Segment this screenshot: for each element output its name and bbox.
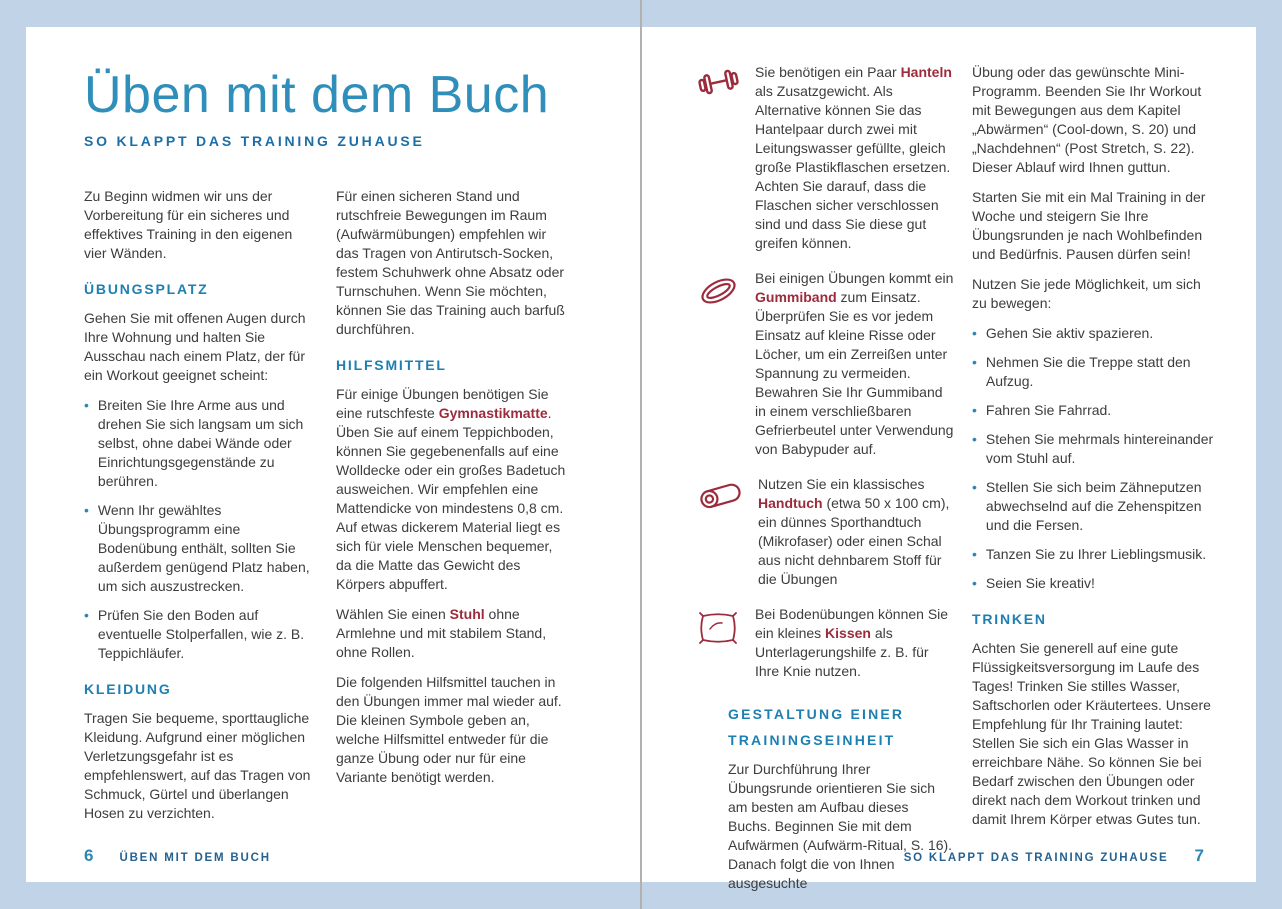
section-heading: TRINKEN: [972, 611, 1047, 627]
text-segment: Starten Sie mit ein Mal Training in der Woche und steigern Sie Ihre Übungsrunden je nach Wohlbefinden und Bedürfnis. Pausen dürfen sein!: [972, 189, 1206, 262]
paragraph: [972, 639, 1215, 829]
tool-keyword: Stuhl: [449, 606, 485, 622]
page-number: 7: [1194, 846, 1204, 865]
bullet-text: Nehmen Sie die Treppe statt den Aufzug.: [985, 354, 1191, 389]
paragraph: [84, 309, 314, 385]
page-right: [642, 27, 1256, 891]
bullet-item: [972, 478, 1215, 535]
tool-text: [755, 63, 954, 253]
tool-text: [755, 605, 954, 681]
tool-keyword: Hanteln: [900, 64, 952, 80]
bullet-dot-icon: •: [972, 325, 977, 341]
tool-row: [695, 63, 954, 253]
paragraph: [972, 188, 1215, 264]
page-left: [26, 27, 640, 882]
paragraph: [972, 275, 1215, 313]
text-segment: Gehen Sie mit offenen Augen durch Ihre Wohnung und halten Sie Ausschau nach einem Platz, der für ein Workout geeignet scheint:: [84, 310, 306, 383]
left-page-column-1: [84, 187, 314, 834]
tool-keyword: Kissen: [825, 625, 871, 641]
bullet-dot-icon: •: [84, 607, 89, 623]
tool-row: [695, 475, 954, 589]
right-page-column-1: [695, 63, 954, 904]
text-segment: als Zusatzgewicht. Als Alternative können Sie das Hantelpaar durch zwei mit Leitungswasser gefüllte, gleich große Plastikflaschen ersetzen. Achten Sie darauf, dass die Flaschen sicher verschlossen sind und dass Sie diese gut greifen können.: [755, 83, 951, 251]
bullet-dot-icon: •: [972, 546, 977, 562]
tool-text: [755, 269, 954, 459]
bullet-text: Prüfen Sie den Boden auf eventuelle Stolperfallen, wie z. B. Teppichläufer.: [97, 607, 305, 661]
section-heading: HILFSMITTEL: [336, 357, 447, 373]
tool-keyword: Gymnastikmatte: [438, 405, 548, 421]
paragraph: [336, 605, 566, 662]
paragraph: [336, 187, 566, 339]
rolled-towel-icon: [695, 475, 745, 589]
bullet-text: Stellen Sie sich beim Zähneputzen abwechselnd auf die Zehenspitzen und die Fersen.: [985, 479, 1202, 533]
bullet-list: [972, 324, 1215, 593]
bullet-dot-icon: •: [84, 397, 89, 413]
bullet-item: [972, 430, 1215, 468]
bullet-text: Stehen Sie mehrmals hintereinander vom Stuhl auf.: [985, 431, 1214, 466]
footer-label: SO KLAPPT DAS TRAINING ZUHAUSE: [903, 852, 1169, 864]
paragraph: [755, 269, 954, 459]
bullet-item: [84, 501, 314, 596]
text-segment: Achten Sie generell auf eine gute Flüssigkeitsversorgung im Laufe des Tages! Trinken Sie stilles Wasser, Saftschorlen oder Kräutertees. Unsere Empfehlung für Ihr Training lautet: Stellen Sie sich ein Glas Wasser in erreichbare Nähe. So können Sie bei Bedarf zwischen den Übungen oder direkt nach dem Workout trinken und damit Ihrem Körper etwas Gutes tun.: [972, 640, 1211, 827]
bullet-dot-icon: •: [84, 502, 89, 518]
footer-label: ÜBEN MIT DEM BUCH: [119, 852, 271, 864]
bullet-list: [84, 396, 314, 663]
paragraph: [755, 63, 954, 253]
text-segment: (etwa 50 x 100 cm), ein dünnes Sporthandtuch (Mikrofaser) oder einen Schal aus nicht dehnbarem Stoff für die Übungen: [758, 495, 950, 587]
text-segment: Bei einigen Übungen kommt ein: [755, 270, 954, 286]
text-segment: . Üben Sie auf einem Teppichboden, können Sie gegebenenfalls auf eine Wolldecke oder ein großes Badetuch ausweichen. Wir empfehlen eine Mattendicke von mindestens 0,8 cm. Auf etwas dickerem Material liegt es sich für viele Menschen bequemer, da die Matte das Gewicht des Körpers abpuffert.: [336, 405, 566, 592]
bullet-dot-icon: •: [972, 479, 977, 495]
paragraph: [972, 63, 1215, 177]
text-segment: Nutzen Sie jede Möglichkeit, um sich zu bewegen:: [972, 276, 1201, 311]
tool-keyword: Gummiband: [755, 289, 837, 305]
text-segment: Bei Bodenübungen können Sie ein kleines: [755, 606, 949, 641]
text-segment: als Unterlagerungshilfe z. B. für Ihre Knie nutzen.: [755, 625, 929, 679]
page-title: Üben mit dem Buch: [84, 66, 550, 124]
bullet-text: Wenn Ihr gewähltes Übungsprogramm eine Bodenübung enthält, sollten Sie außerdem genügend Platz haben, um sich auszustrecken.: [97, 502, 310, 594]
dumbbell-icon: [695, 63, 742, 253]
section-heading: KLEIDUNG: [84, 681, 172, 697]
bullet-item: [84, 396, 314, 491]
text-segment: zum Einsatz. Überprüfen Sie es vor jedem Einsatz auf kleine Risse oder Löcher, um ein Zerreißen unter Spannung zu vermeiden. Bewahren Sie Ihr Gummiband in einem verschließbaren Gefrierbeutel unter Verwendung von Babypuder auf.: [755, 289, 954, 457]
bullet-text: Fahren Sie Fahrrad.: [985, 402, 1112, 418]
bullet-item: [84, 606, 314, 663]
bullet-text: Gehen Sie aktiv spazieren.: [985, 325, 1154, 341]
bullet-item: [972, 353, 1215, 391]
text-segment: Für einige Übungen benötigen Sie eine rutschfeste: [336, 386, 549, 421]
page-subtitle: SO KLAPPT DAS TRAINING ZUHAUSE: [84, 133, 425, 149]
paragraph: [758, 475, 954, 589]
bullet-text: Tanzen Sie zu Ihrer Lieblingsmusik.: [985, 546, 1207, 562]
bullet-dot-icon: •: [972, 402, 977, 418]
text-columns-left: [84, 187, 566, 834]
bullet-item: [972, 574, 1215, 593]
footer-left: [84, 846, 271, 866]
right-page-column-2: [972, 63, 1215, 904]
paragraph: [755, 605, 954, 681]
bullet-text: Seien Sie kreativ!: [985, 575, 1095, 591]
text-segment: ohne Armlehne und mit stabilem Stand, ohne Rollen.: [336, 606, 547, 660]
section-heading: ÜBUNGSPLATZ: [84, 281, 209, 297]
bullet-dot-icon: •: [972, 575, 977, 591]
text-segment: Für einen sicheren Stand und rutschfreie Bewegungen im Raum (Aufwärmübungen) empfehlen wir das Tragen von Antirutsch-Socken, festem Schuhwerk ohne Absatz oder Turnschuhen. Wenn Sie möchten, können Sie das Training auch barfuß durchführen.: [336, 188, 565, 337]
page-number: 6: [84, 846, 94, 865]
paragraph: [728, 760, 954, 893]
text-segment: Sie benötigen ein Paar: [755, 64, 901, 80]
section-heading: GESTALTUNG EINER TRAININGSEINHEIT: [728, 706, 905, 748]
bullet-item: [972, 401, 1215, 420]
tool-row: [695, 605, 954, 681]
text-segment: Wählen Sie einen: [336, 606, 450, 622]
bullet-text: Breiten Sie Ihre Arme aus und drehen Sie sich langsam um sich selbst, ohne dabei Wände oder Einrichtungsgegenstände zu berühren.: [97, 397, 304, 489]
bullet-item: [972, 545, 1215, 564]
pillow-icon: [695, 605, 742, 681]
bullet-dot-icon: •: [972, 431, 977, 447]
footer-right: [904, 846, 1204, 866]
tool-keyword: Handtuch: [758, 495, 823, 511]
bullet-dot-icon: •: [972, 354, 977, 370]
text-segment: Übung oder das gewünschte Mini-Programm. Beenden Sie Ihr Workout mit Bewegungen aus dem Kapitel „Abwärmen“ (Cool-down, S. 20) und „Nachdehnen“ (Post Stretch, S. 22). Dieser Ablauf wird Ihnen guttun.: [972, 64, 1202, 175]
resistance-band-icon: [695, 269, 742, 459]
tool-row: [695, 269, 954, 459]
text-columns-right: [695, 63, 1215, 904]
bullet-item: [972, 324, 1215, 343]
text-segment: Nutzen Sie ein klassisches: [758, 476, 925, 492]
tool-text: [758, 475, 954, 589]
text-segment: Tragen Sie bequeme, sporttaugliche Kleidung. Aufgrund einer möglichen Verletzungsgefahr ist es empfehlenswert, auf das Tragen von Schmuck, Gürtel und überlangen Hosen zu verzichten.: [84, 710, 311, 821]
paragraph: [84, 709, 314, 823]
text-segment: Die folgenden Hilfsmittel tauchen in den Übungen immer mal wieder auf. Die kleinen Symbole geben an, welche Hilfsmittel entweder für die ganze Übung oder nur für eine Variante benötigt werden.: [336, 674, 562, 785]
text-segment: Zu Beginn widmen wir uns der Vorbereitung für ein sicheres und effektives Training in den eigenen vier Wänden.: [84, 188, 293, 261]
text-segment: Zur Durchführung Ihrer Übungsrunde orientieren Sie sich am besten am Aufbau dieses Buchs. Beginnen Sie mit dem Aufwärmen (Aufwärm-Ritual, S. 16). Danach folgt die von Ihnen ausgesuchte: [728, 761, 953, 891]
paragraph: [84, 187, 314, 263]
paragraph: [336, 673, 566, 787]
paragraph: [336, 385, 566, 594]
left-page-column-2: [336, 187, 566, 834]
